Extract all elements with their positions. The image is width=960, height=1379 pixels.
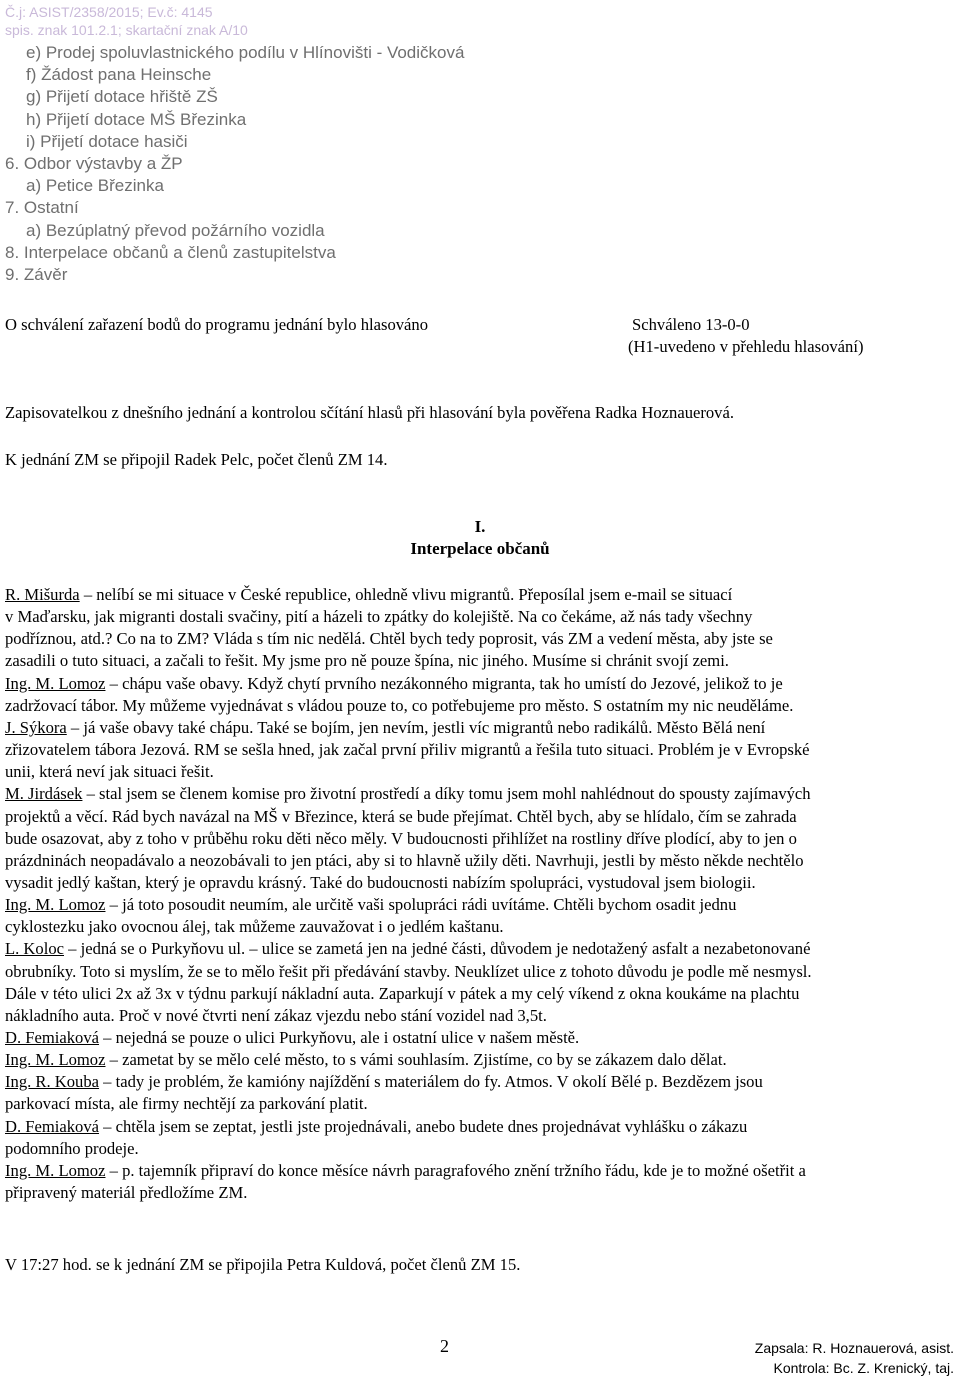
vote-text: O schválení zařazení bodů do programu jednání bylo hlasováno (5, 315, 429, 334)
footer-checked: Kontrola: Bc. Z. Krenický, taj. (773, 1360, 954, 1376)
vote-result: Schváleno 13-0-0 (632, 315, 750, 334)
body-line (5, 1160, 806, 1182)
agenda-item: e) Prodej spoluvlastnického podílu v Hlínovišti - Vodičková (26, 43, 465, 62)
line-text: zasadili o tuto situaci, a začali to řešit. My jsme pro ně pouze špína, nic jiného. Musíme si chránit svojí zemi. (5, 651, 729, 671)
line-text: parkovací místa, ale firmy nechtějí za parkování platit. (5, 1094, 368, 1114)
line-text: bude osazovat, aby z toho v průběhu roku děti něco měly. V budoucnosti přihlížet na rostliny dříve plodící, aby to jen o (5, 828, 797, 848)
reference-number: Č.j: ASIST/2358/2015; Ev.č: 4145 (5, 4, 213, 20)
section-title: Interpelace občanů (410, 539, 550, 558)
body-line (5, 695, 793, 717)
body-line (5, 673, 783, 695)
line-text: v Maďarsku, jak migranti dostali svačiny, pití a házeli to zpátky do kolejiště. Na co čekáme, až nás tady všechny (5, 607, 753, 627)
body-line (5, 761, 214, 783)
body-line (5, 717, 765, 739)
agenda-item: 7. Ostatní (5, 198, 79, 218)
body-line (5, 1138, 139, 1160)
speaker-name: Ing. M. Lomoz (5, 1160, 106, 1180)
line-text: – já vaše obavy také chápu. Také se bojím, jen nevím, jestli víc migrantů nebo radikálů. Město Bělá není (66, 717, 766, 737)
speaker-name: D. Femiaková (5, 1028, 100, 1047)
body-line (5, 872, 756, 894)
page-number: 2 (440, 1336, 449, 1356)
member-paragraph: K jednání ZM se připojil Radek Pelc, počet členů ZM 14. (5, 450, 388, 469)
body-line (5, 1116, 747, 1138)
speaker-name: R. Mišurda (5, 585, 80, 604)
line-text: zadržovací tábor. My můžeme vyjednávat s vládou pouze to, co potřebujeme pro město. S ostatním my nic neuděláme. (5, 695, 794, 715)
line-text: podříznou, atd.? Co na to ZM? Vláda s tím nic nedělá. Chtěl bych tedy poprosit, vás ZM a vedení města, aby jste se (5, 629, 773, 649)
body-line (5, 938, 810, 960)
line-text: vysadit jedlý kaštan, který je opravdu krásný. Také do budoucnosti nabízím spolupráci, vystudoval jsem biologii. (5, 872, 756, 892)
line-text: – stal jsem se členem komise pro životní prostředí a díky tomu jsem mohl nahlédnout do spousty zajímavých (82, 784, 811, 804)
body-line (5, 1005, 547, 1027)
line-text: – zametat by se mělo celé město, to s vámi souhlasím. Zjistíme, co by se zákazem dalo dělat. (105, 1050, 727, 1070)
speaker-name: Ing. M. Lomoz (5, 1050, 106, 1070)
line-text: – já toto posoudit neumím, ale určitě vaši spolupráci rádi uvítáme. Chtěli bychom osadit jednu (105, 895, 737, 915)
agenda-item: 9. Závěr (5, 265, 68, 284)
line-text: – tady je problém, že kamióny najíždění s materiálem do fy. Atmos. V okolí Bělé p. Bezdězem jsou (99, 1072, 763, 1092)
agenda-item: a) Bezúplatný převod požárního vozidla (26, 220, 325, 240)
agenda-item: i) Přijetí dotace hasiči (26, 131, 188, 151)
body-line (5, 783, 811, 805)
body-line (5, 1093, 368, 1115)
agenda-item: 8. Interpelace občanů a členů zastupitelstva (5, 242, 336, 262)
line-text: Dále v této ulici 2x až 3x v týdnu parkují nákladní auta. Zaparkují v pátek a my celý víkend z okna koukáme na plachtu (5, 983, 800, 1003)
body-line (5, 1182, 247, 1204)
speaker-name: Ing. M. Lomoz (5, 895, 106, 915)
line-text: obrubníky. Toto si myslím, že se to mělo řešit při předávání stavby. Neuklízet ulice z tohoto důvodu je podle mě nesmysl. (5, 961, 812, 981)
body-line (5, 584, 732, 606)
body-line (5, 828, 797, 850)
footer-wrote: Zapsala: R. Hoznauerová, asist. (754, 1340, 954, 1356)
speaker-name: L. Koloc (5, 939, 64, 959)
line-text: – chtěla jsem se zeptat, jestli jste projednávali, anebo budete dnes projednávat vyhlášku o zákazu (99, 1116, 748, 1136)
speaker-name: Ing. R. Kouba (5, 1072, 100, 1092)
body-line (5, 916, 504, 938)
line-text: připravený materiál předložíme ZM. (5, 1183, 248, 1203)
line-text: – jedná se o Purkyňovu ul. – ulice se zametá jen na jedné části, důvodem je nedotažený asfalt a nezabetonované (64, 939, 811, 959)
body-line (5, 1027, 579, 1049)
line-text: nákladního auta. Proč v nové čtvrti není zákaz vjezdu nebo stání vozidel nad 3,5t. (5, 1005, 547, 1025)
body-line (5, 1049, 727, 1071)
recorder-paragraph: Zapisovatelkou z dnešního jednání a kontrolou sčítání hlasů při hlasování byla pověřena Radka Hoznauerová. (5, 403, 734, 422)
agenda-item: 6. Odbor výstavby a ŽP (5, 154, 183, 173)
body-line (5, 606, 752, 628)
speaker-name: J. Sýkora (5, 717, 67, 737)
speaker-name: Ing. M. Lomoz (5, 673, 106, 693)
line-text: zřizovatelem tábora Jezová. RM se sešla hned, jak začal první přiliv migrantů a řešila tuto situaci. Problém je v Evropské (5, 740, 810, 760)
body-line (5, 628, 773, 650)
line-text: prázdninách neopadávalo a neozobávali to jen ptáci, aby si to hlavně užily děti. Navrhuji, jestli by město někde nechtělo (5, 850, 804, 870)
body-line (5, 894, 736, 916)
vote-note: (H1-uvedeno v přehledu hlasování) (628, 337, 864, 356)
line-text: – p. tajemník připraví do konce měsíce návrh paragrafového znění tržního řádu, kde je to možné ošetřit a (105, 1160, 806, 1180)
body-line (5, 983, 799, 1005)
section-number: I. (474, 517, 486, 536)
body-line (5, 650, 729, 672)
speaker-name: D. Femiaková (5, 1116, 100, 1136)
agenda-item: f) Žádost pana Heinsche (26, 65, 212, 85)
body-line (5, 739, 810, 761)
line-text: unii, která neví jak situaci řešit. (5, 762, 214, 782)
body-line (5, 850, 804, 872)
line-text: projektů a věcí. Rád bych navázal na MŠ v Březince, která se bude přejímat. Chtěl bych, aby se hlídalo, čím se zahrada (5, 806, 797, 826)
line-text: – nejedná se pouze o ulici Purkyňovu, ale i ostatní ulice v našem městě. (99, 1028, 580, 1047)
agenda-item: g) Přijetí dotace hřiště ZŠ (26, 87, 218, 107)
line-text: podomního prodeje. (5, 1138, 139, 1158)
body-line (5, 806, 797, 828)
line-text: – nelíbí se mi situace v České republice, ohledně vlivu migrantů. Přeposílal jsem e-mail se situací (79, 585, 733, 604)
body-line (5, 1071, 763, 1093)
agenda-item: h) Přijetí dotace MŠ Březinka (26, 109, 247, 129)
speaker-name: M. Jirdásek (5, 784, 83, 804)
final-note: V 17:27 hod. se k jednání ZM se připojila Petra Kuldová, počet členů ZM 15. (5, 1255, 521, 1274)
agenda-item: a) Petice Březinka (26, 176, 164, 196)
body-line (5, 961, 812, 983)
line-text: – chápu vaše obavy. Když chytí prvního nezákonného migranta, tak ho umístí do Jezové, jelikož to je (105, 673, 783, 693)
line-text: cyklostezku jako ovocnou álej, tak můžeme zauvažovat i o jedlém kaštanu. (5, 917, 504, 937)
file-mark: spis. znak 101.2.1; skartační znak A/10 (5, 22, 248, 38)
